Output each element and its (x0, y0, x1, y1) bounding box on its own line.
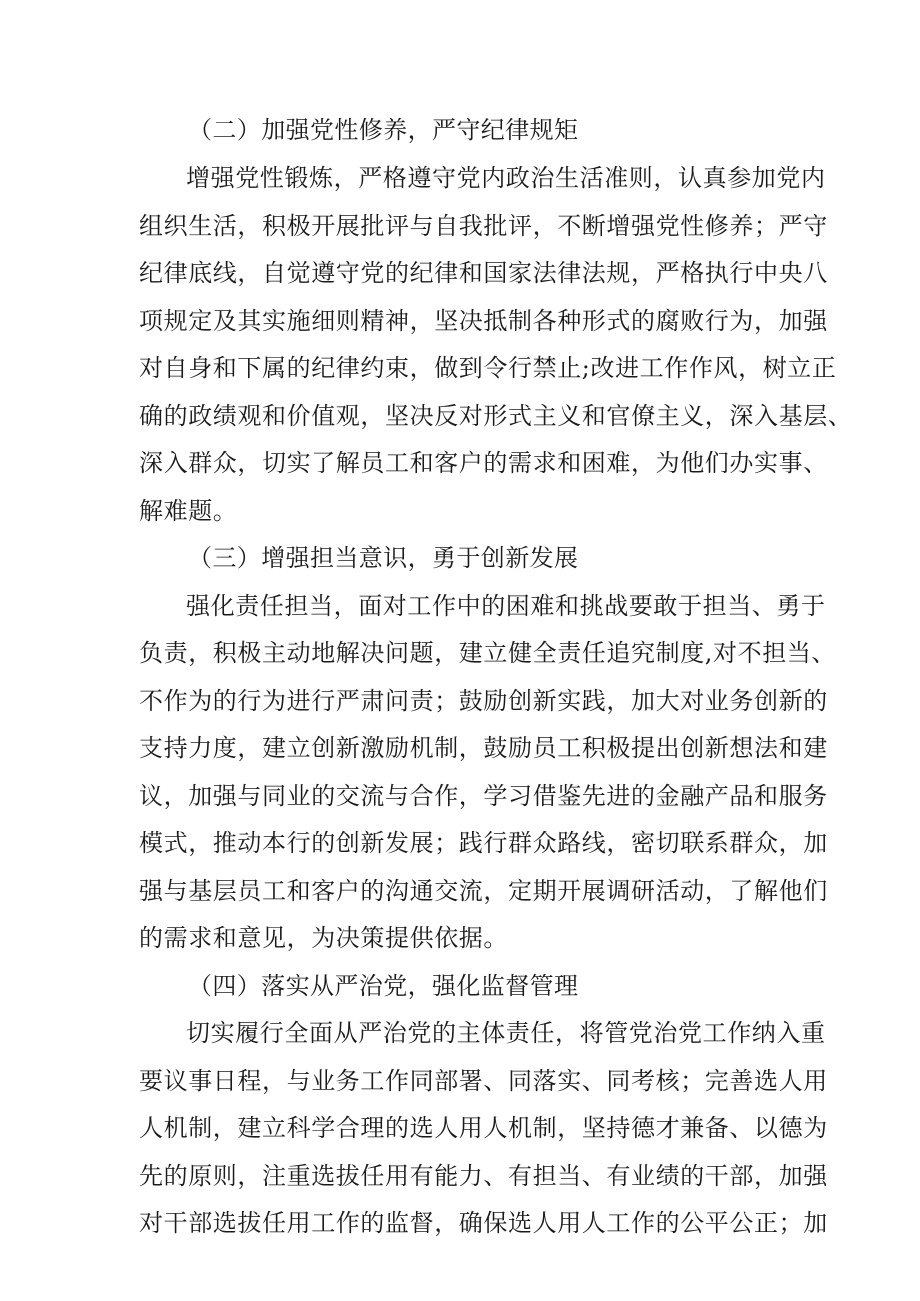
paragraph-line: 强化责任担当，面对工作中的困难和挑战要敢于担当、勇于 (186, 592, 826, 620)
paragraph-line: 模式，推动本行的创新发展；践行群众路线，密切联系群众，加 (139, 829, 828, 857)
paragraph-line: 纪律底线，自觉遵守党的纪律和国家法律法规，严格执行中央八 (139, 259, 828, 287)
paragraph-line: 要议事日程，与业务工作同部署、同落实、同考核；完善选人用 (139, 1067, 828, 1095)
section-heading-4: （四）落实从严治党，强化监督管理 (188, 972, 579, 1000)
paragraph-line: 增强党性锻炼，严格遵守党内政治生活准则，认真参加党内 (186, 164, 826, 192)
paragraph-line: 确的政绩观和价值观，坚决反对形式主义和官僚主义，深入基层、 (139, 402, 853, 430)
paragraph-line: 解难题。 (139, 497, 238, 525)
paragraph-line: 项规定及其实施细则精神，坚决抵制各种形式的腐败行为，加强 (139, 307, 828, 335)
paragraph-line: 不作为的行为进行严肃问责；鼓励创新实践，加大对业务创新的 (139, 687, 828, 715)
paragraph-line: 对干部选拔任用工作的监督，确保选人用人工作的公平公正；加 (139, 1209, 828, 1237)
paragraph-line: 负责，积极主动地解决问题，建立健全责任追究制度,对不担当、 (139, 639, 837, 667)
section-heading-3: （三）增强担当意识，勇于创新发展 (188, 544, 579, 572)
paragraph-line: 强与基层员工和客户的沟通交流，定期开展调研活动，了解他们 (139, 877, 828, 905)
paragraph-line: 先的原则，注重选拔任用有能力、有担当、有业绩的干部，加强 (139, 1162, 828, 1190)
paragraph-line: 对自身和下属的纪律约束，做到令行禁止;改进工作作风，树立正 (139, 354, 837, 382)
section-heading-2: （二）加强党性修养，严守纪律规矩 (188, 116, 579, 144)
paragraph-line: 的需求和意见，为决策提供依据。 (139, 924, 508, 952)
paragraph-line: 人机制，建立科学合理的选人用人机制，坚持德才兼备、以德为 (139, 1114, 828, 1142)
paragraph-line: 议，加强与同业的交流与合作，学习借鉴先进的金融产品和服务 (139, 782, 828, 810)
paragraph-line: 组织生活，积极开展批评与自我批评，不断增强党性修养；严守 (139, 212, 828, 240)
paragraph-line: 深入群众，切实了解员工和客户的需求和困难，为他们办实事、 (139, 449, 828, 477)
paragraph-line: 切实履行全面从严治党的主体责任，将管党治党工作纳入重 (186, 1019, 826, 1047)
paragraph-line: 支持力度，建立创新激励机制，鼓励员工积极提出创新想法和建 (139, 734, 828, 762)
